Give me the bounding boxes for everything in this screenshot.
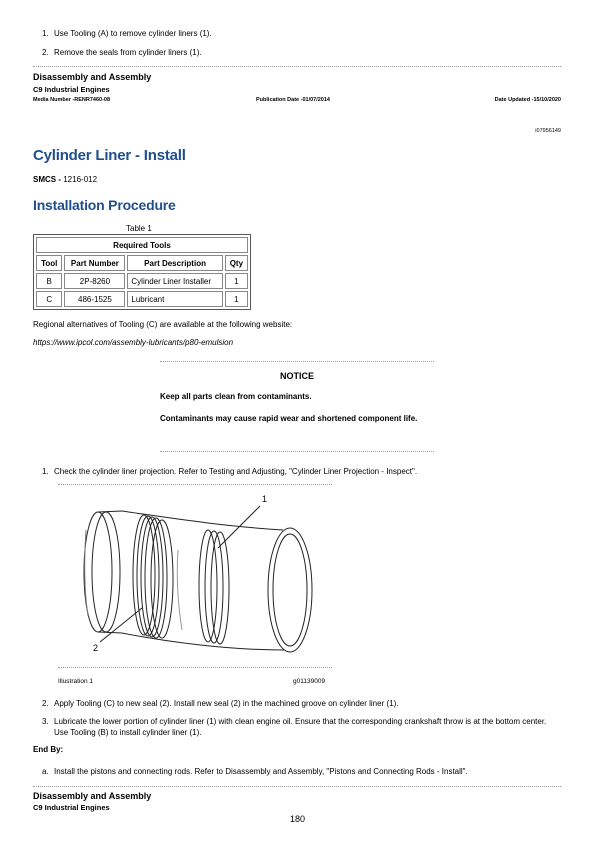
table-title: Required Tools: [36, 237, 248, 253]
smcs-value: 1216-012: [63, 175, 98, 184]
tooling-url[interactable]: https://www.ipcol.com/assembly-lubricants/p80-emulsion: [33, 338, 234, 347]
date-updated: Date Updated -15/10/2020: [494, 97, 561, 103]
step-number: 1.: [42, 467, 49, 476]
step-text: Lubricate the lower portion of cylinder liner (1) with clean engine oil. Ensure that the corresponding crankshaft throw is at the bottom center. Use Tooling (B) to install cylinder liner (1).: [54, 717, 547, 737]
table-cell: C: [36, 291, 62, 307]
table-cell: Cylinder Liner Installer: [127, 273, 222, 289]
divider: [33, 786, 561, 787]
step-number: 2.: [42, 699, 49, 708]
smcs-line: [33, 175, 97, 184]
step-number: 3.: [42, 717, 49, 726]
notice-bottom-rule: [160, 451, 434, 452]
section-title: Installation Procedure: [33, 197, 176, 213]
page-number: 180: [289, 814, 306, 824]
column-header: Part Description: [127, 255, 222, 271]
table-cell: 1: [225, 273, 248, 289]
illustration-top-rule: [58, 484, 332, 485]
table-cell: 2P-8260: [64, 273, 125, 289]
graphic-id: g01139009: [293, 678, 326, 685]
column-header: Tool: [36, 255, 62, 271]
notice-line-2: Contaminants may cause rapid wear and shortened component life.: [160, 414, 418, 423]
step-text: Apply Tooling (C) to new seal (2). Install new seal (2) in the machined groove on cylinder liner (1).: [54, 699, 399, 708]
table-header-row: [36, 255, 248, 271]
item-text: Install the pistons and connecting rods. Refer to Disassembly and Assembly, "Pistons and Connecting Rods - Install".: [54, 767, 468, 776]
illustration-caption: Illustration 1: [58, 678, 94, 685]
step-number: 2.: [42, 48, 49, 57]
table-cell: 1: [225, 291, 248, 307]
notice-title: NOTICE: [279, 371, 314, 381]
end-by-label: End By:: [33, 745, 64, 754]
table-row: [36, 273, 248, 289]
step-text: Use Tooling (A) to remove cylinder liners (1).: [54, 29, 212, 38]
doc-header-subtitle: C9 Industrial Engines: [33, 85, 110, 94]
callout-1: 1: [262, 494, 268, 504]
doc-header-title: Disassembly and Assembly: [33, 72, 152, 82]
cylinder-liner-illustration: [58, 490, 332, 660]
column-header: Qty: [225, 255, 248, 271]
step-text: Check the cylinder liner projection. Refer to Testing and Adjusting, "Cylinder Liner Projection - Inspect".: [54, 467, 418, 476]
item-letter: a.: [42, 767, 49, 776]
step-number: 1.: [42, 29, 49, 38]
table-row: [36, 291, 248, 307]
footer-title: Disassembly and Assembly: [33, 791, 152, 801]
doc-id: i07956149: [535, 128, 561, 134]
page-title: Cylinder Liner - Install: [33, 147, 186, 164]
divider: [33, 66, 561, 67]
table-cell: Lubricant: [127, 291, 222, 307]
table-cell: 486-1525: [64, 291, 125, 307]
notice-top-rule: [160, 361, 434, 362]
regional-alternatives-text: Regional alternatives of Tooling (C) are available at the following website:: [33, 320, 293, 329]
media-number: Media Number -RENR7460-08: [33, 97, 111, 103]
footer-subtitle: C9 Industrial Engines: [33, 803, 110, 812]
step-text: Remove the seals from cylinder liners (1).: [54, 48, 202, 57]
publication-date: Publication Date -01/07/2014: [256, 97, 330, 103]
smcs-label: SMCS -: [33, 175, 61, 184]
table-cell: B: [36, 273, 62, 289]
required-tools-table: [33, 234, 251, 310]
table-caption: Table 1: [126, 224, 152, 233]
illustration-bottom-rule: [58, 667, 332, 668]
notice-line-1: Keep all parts clean from contaminants.: [160, 392, 312, 401]
column-header: Part Number: [64, 255, 125, 271]
callout-2: 2: [93, 643, 99, 653]
